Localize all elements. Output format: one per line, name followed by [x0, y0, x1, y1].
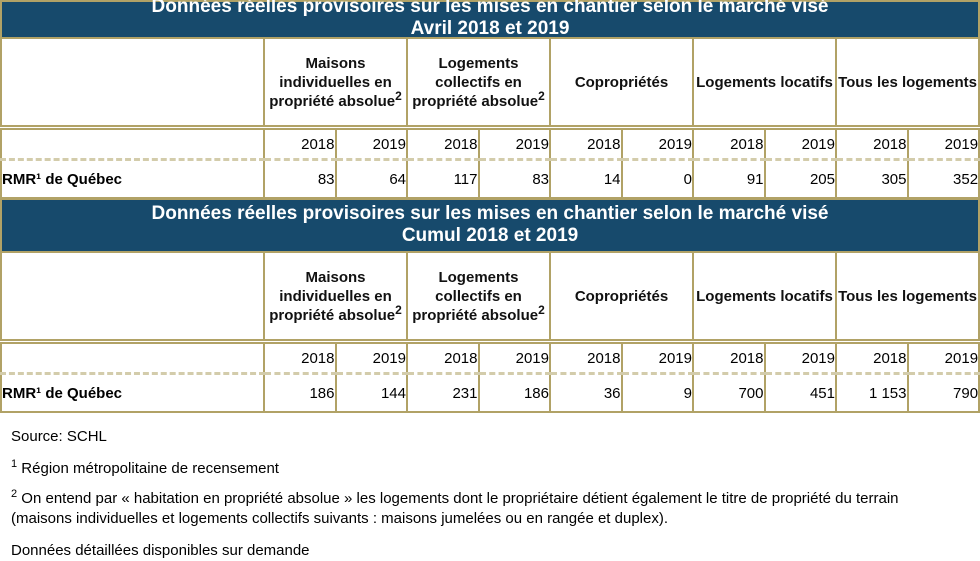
value-cell: 9 [622, 374, 694, 413]
column-header-label: Maisons individuelles en propriété absolue [269, 268, 396, 324]
column-header-label: Maisons individuelles en propriété absolue [269, 54, 396, 110]
value-cell: 352 [908, 160, 980, 199]
value-cell: 144 [336, 374, 408, 413]
value-cell: 305 [836, 160, 908, 199]
empty-label-cell [1, 342, 264, 374]
year-cell: 2018 [693, 128, 765, 160]
value-cell: 91 [693, 160, 765, 199]
value-cell: 83 [264, 160, 336, 199]
value-cell: 231 [407, 374, 479, 413]
table-cumul [0, 198, 980, 413]
year-cell: 2018 [407, 128, 479, 160]
year-cell: 2019 [479, 128, 551, 160]
table-cumul-title-bar [1, 199, 979, 252]
year-cell: 2018 [550, 342, 622, 374]
column-header-logements-locatifs [693, 252, 836, 342]
column-header-label: Logements collectifs en propriété absolue [412, 54, 539, 110]
footnote-1-marker: 1 [11, 458, 18, 470]
footnote-2-text: On entend par « habitation en propriété absolue » les logements dont le propriétaire détient également le titre de propriété du terrain (maisons individuelles et logements collectifs suivants : maisons jumelées ou en rangée et duplex). [11, 490, 899, 527]
column-header-tous-les-logements [836, 38, 979, 128]
table-april-header-row [1, 38, 979, 128]
row-label-rmr-quebec: RMR¹ de Québec [1, 374, 264, 413]
column-header-maisons-individuelles [264, 252, 407, 342]
footnote-1 [11, 459, 968, 479]
value-cell: 83 [479, 160, 551, 199]
column-header-logements-locatifs [693, 38, 836, 128]
corner-cell [1, 252, 264, 342]
year-cell: 2018 [693, 342, 765, 374]
year-cell: 2019 [336, 342, 408, 374]
column-header-label: Tous les logements [838, 287, 977, 305]
year-cell: 2019 [622, 128, 694, 160]
footnote-2 [11, 489, 941, 529]
table-cumul-title: Données réelles provisoires sur les mises en chantier selon le marché visé [151, 203, 829, 224]
value-cell: 790 [908, 374, 980, 413]
value-cell: 186 [264, 374, 336, 413]
column-header-maisons-individuelles [264, 38, 407, 128]
footnote-marker: 2 [538, 88, 545, 103]
table-april-title-row [1, 1, 979, 38]
year-cell: 2019 [908, 342, 980, 374]
value-cell: 205 [765, 160, 837, 199]
column-header-label: Copropriétés [574, 73, 669, 91]
footnote-2-marker: 2 [11, 488, 18, 500]
corner-cell [1, 38, 264, 128]
empty-label-cell [1, 128, 264, 160]
table-april-title-bar [1, 1, 979, 38]
year-cell: 2018 [836, 342, 908, 374]
table-april [0, 0, 980, 199]
value-cell: 0 [622, 160, 694, 199]
value-cell: 36 [550, 374, 622, 413]
source-note: Source: SCHL [11, 428, 107, 445]
year-cell: 2019 [765, 128, 837, 160]
year-cell: 2018 [264, 342, 336, 374]
value-cell: 1 153 [836, 374, 908, 413]
column-header-logements-collectifs [407, 252, 550, 342]
footer-notes [0, 413, 980, 561]
column-header-label: Copropriétés [574, 287, 669, 305]
row-label-rmr-quebec: RMR¹ de Québec [1, 160, 264, 199]
footnote-marker: 2 [395, 88, 402, 103]
column-header-label: Logements locatifs [696, 73, 833, 91]
column-header-label: Logements collectifs en propriété absolue [412, 268, 539, 324]
footnote-1-text: Région métropolitaine de recensement [21, 460, 279, 477]
value-cell: 700 [693, 374, 765, 413]
value-cell: 451 [765, 374, 837, 413]
year-cell: 2019 [479, 342, 551, 374]
value-cell: 117 [407, 160, 479, 199]
year-cell: 2019 [765, 342, 837, 374]
value-cell: 64 [336, 160, 408, 199]
column-header-coproprietes [550, 38, 693, 128]
year-cell: 2019 [908, 128, 980, 160]
year-cell: 2018 [264, 128, 336, 160]
column-header-label: Tous les logements [838, 73, 977, 91]
footnote-marker: 2 [538, 302, 545, 317]
table-cumul-data-row [1, 374, 979, 413]
column-header-logements-collectifs [407, 38, 550, 128]
table-cumul-subtitle: Cumul 2018 et 2019 [401, 225, 579, 246]
year-cell: 2018 [550, 128, 622, 160]
table-april-year-row [1, 128, 979, 160]
year-cell: 2018 [836, 128, 908, 160]
year-cell: 2019 [336, 128, 408, 160]
column-header-coproprietes [550, 252, 693, 342]
table-cumul-title-row [1, 199, 979, 252]
table-cumul-header-row [1, 252, 979, 342]
column-header-label: Logements locatifs [696, 287, 833, 305]
data-availability-note: Données détaillées disponibles sur demande [11, 542, 310, 559]
table-april-data-row [1, 160, 979, 199]
table-april-subtitle: Avril 2018 et 2019 [410, 18, 570, 39]
table-april-title: Données réelles provisoires sur les mises en chantier selon le marché visé [151, 0, 829, 17]
footnote-marker: 2 [395, 302, 402, 317]
column-header-tous-les-logements [836, 252, 979, 342]
year-cell: 2018 [407, 342, 479, 374]
year-cell: 2019 [622, 342, 694, 374]
table-cumul-year-row [1, 342, 979, 374]
value-cell: 186 [479, 374, 551, 413]
value-cell: 14 [550, 160, 622, 199]
